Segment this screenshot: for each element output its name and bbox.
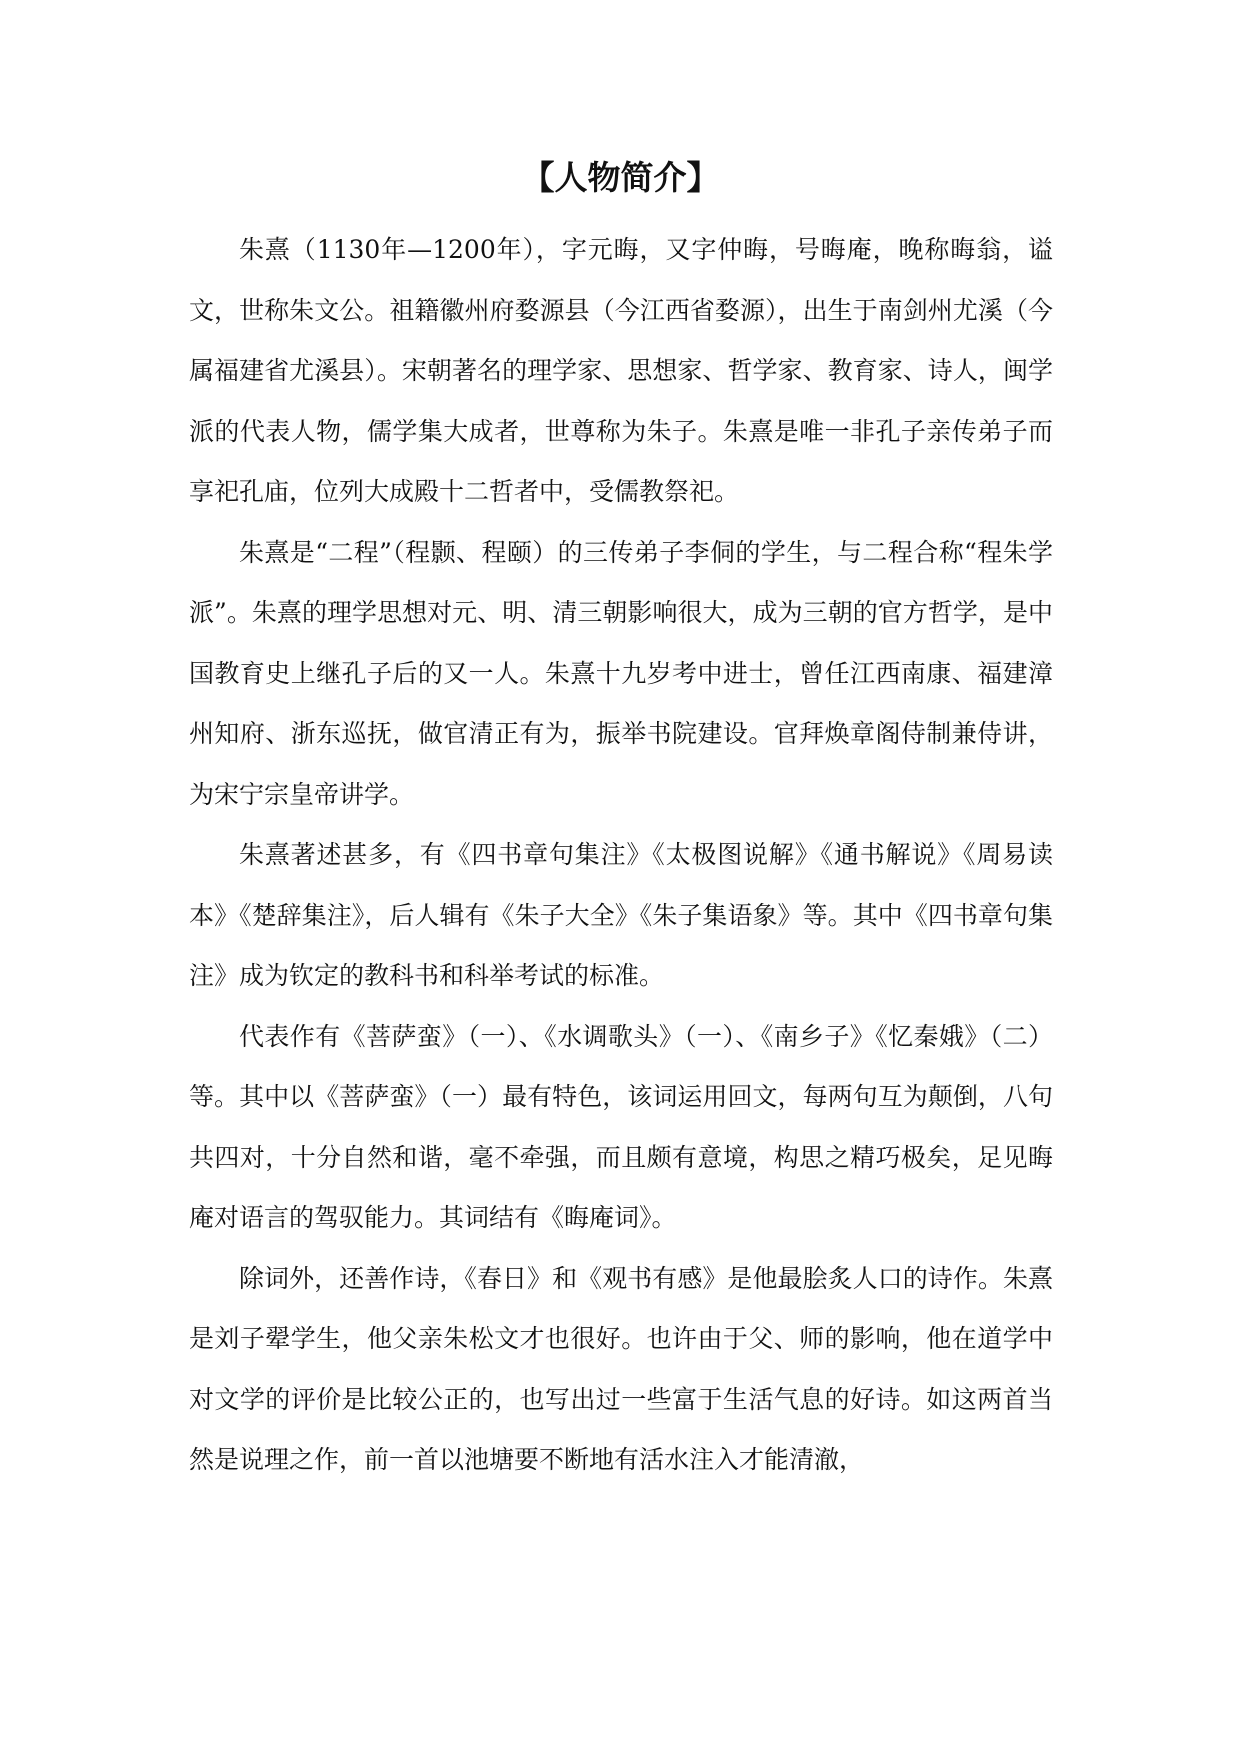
document-body <box>189 220 1053 1491</box>
paragraph-shi-poetry: 除词外，还善作诗，《春日》和《观书有感》是他最脍炙人口的诗作。朱熹是刘子翚学生，他父亲朱松文才也很好。也许由于父、师的影响，他在道学中对文学的评价是比较公正的，也写出过一些富于生活气息的好诗。如这两首当然是说理之作，前一首以池塘要不断地有活水注入才能清澈， <box>189 1263 1053 1474</box>
paragraph-ci-poetry: 代表作有《菩萨蛮》（一）、《水调歌头》（一）、《南乡子》《忆秦娥》（二）等。其中以《菩萨蛮》（一）最有特色，该词运用回文，每两句互为颠倒，八句共四对，十分自然和谐，毫不牵强，而且颇有意境，构思之精巧极矣，足见晦庵对语言的驾驭能力。其词结有《晦庵词》。 <box>189 1021 1053 1232</box>
paragraph-intro: 朱熹（1130年—1200年），字元晦，又字仲晦，号晦庵，晚称晦翁，谥文，世称朱文公。祖籍徽州府婺源县（今江西省婺源），出生于南剑州尤溪（今属福建省尤溪县）。宋朝著名的理学家、思想家、哲学家、教育家、诗人，闽学派的代表人物，儒学集大成者，世尊称为朱子。朱熹是唯一非孔子亲传弟子而享祀孔庙，位列大成殿十二哲者中，受儒教祭祀。 <box>189 235 1053 506</box>
page-title: 【人物简介】 <box>521 158 720 197</box>
paragraph-works: 朱熹著述甚多，有《四书章句集注》《太极图说解》《通书解说》《周易读本》《楚辞集注》，后人辑有《朱子大全》《朱子集语象》等。其中《四书章句集注》成为钦定的教科书和科举考试的标准。 <box>189 840 1053 990</box>
paragraph-lineage: 朱熹是“二程”（程颢、程颐）的三传弟子李侗的学生，与二程合称“程朱学派”。朱熹的理学思想对元、明、清三朝影响很大，成为三朝的官方哲学，是中国教育史上继孔子后的又一人。朱熹十九岁考中进士，曾任江西南康、福建漳州知府、浙东巡抚，做官清正有为，振举书院建设。官拜焕章阁侍制兼侍讲，为宋宁宗皇帝讲学。 <box>189 537 1053 809</box>
